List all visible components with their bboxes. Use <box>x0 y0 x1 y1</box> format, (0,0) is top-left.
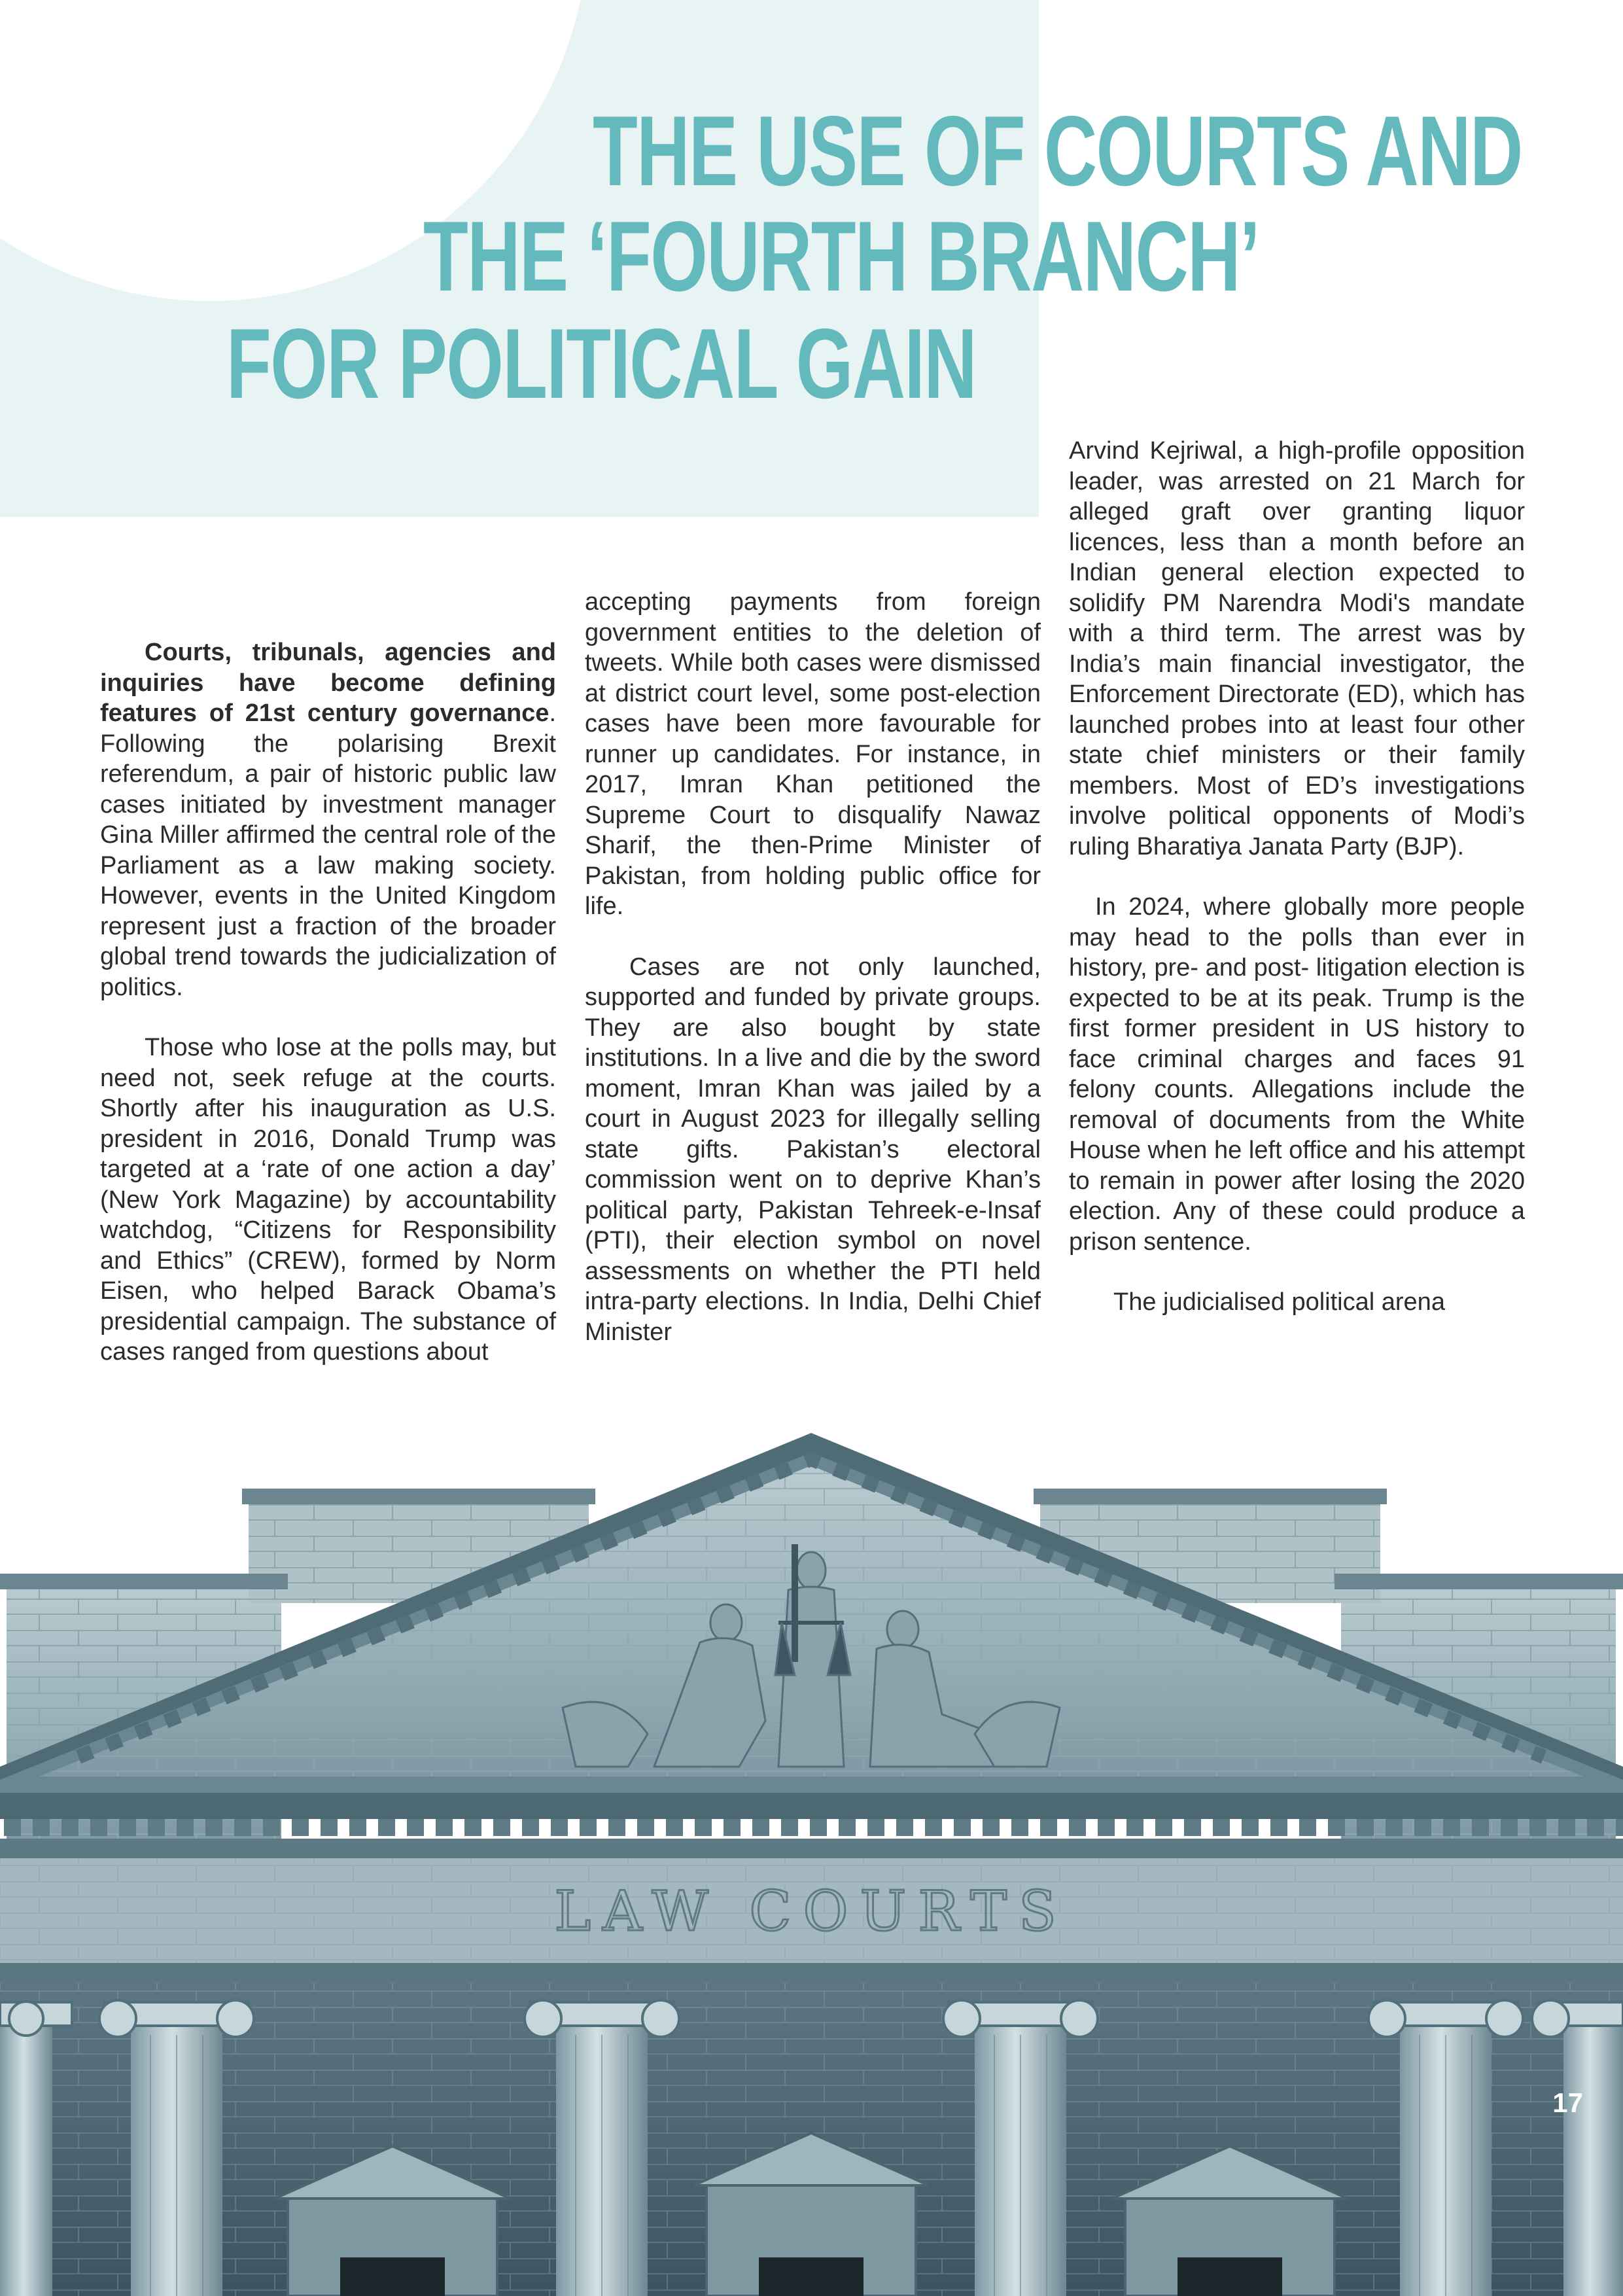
inscription-text: LAW COURTS <box>554 1879 1068 1943</box>
paragraph: Arvind Kejriwal, a high-profile opposition leader, was arrested on 21 March for alleged graft over granting liquor licences, less than a month before an Indian general election expected to solidify PM Narendra Modi's mandate with a third term. The arrest was by India’s main financial investigator, the Enforcement Directorate (ED), which has launched probes into at least four other state chief ministers or their family members. Most of ED’s investigations involve political opponents of Modi’s ruling Bharatiya Janata Party (BJP). <box>1069 437 1525 860</box>
title-line-2: THE ‘FOURTH BRANCH’ <box>423 201 1259 312</box>
paragraph: Those who lose at the polls may, but need not, seek refuge at the courts. Shortly after his inauguration as U.S. president in 2016, Donald Trump was targeted at a ‘rate of one action a day’ (New York Magazine) by accountability watchdog, “Citizens for Responsibility and Ethics” (CREW), formed by Norm Eisen, who helped Barack Obama’s presidential campaign. The substance of cases ranged from questions about <box>100 1034 556 1366</box>
page-number: 17 <box>1552 2087 1583 2118</box>
paragraph: The judicialised political arena <box>1113 1288 1445 1316</box>
paragraph: Cases are not only launched, supported and funded by private groups. They are also bought by state institutions. In a live and die by the sword moment, Imran Khan was jailed by a court in August 2023 for illegally selling state gifts. Pakistan’s electoral commission went on to deprive Khan’s political party, Pakistan Tehreek-e-Insaf (PTI), their election symbol on novel assessments on whether the PTI held intra-party elections. In India, Delhi Chief Minister <box>585 953 1041 1346</box>
article-column-3 <box>1069 436 1525 1318</box>
paragraph-text: . Following the polarising Brexit referendum, a pair of historic public law cases initiated by investment manager Gina Miller affirmed the central role of the Parliament as a law making society. However, events in the United Kingdom represent just a fraction of the broader global trend towards the judicialization of politics. <box>100 699 556 1001</box>
lead-sentence: Courts, tribunals, agencies and inquiries have become defining features of 21st century governance <box>100 639 556 727</box>
paragraph: In 2024, where globally more people may head to the polls than ever in history, pre- and post- litigation election is expected to be at its peak. Trump is the first former president in US history to face criminal charges and faces 91 felony counts. Allegations include the removal of documents from the White House when he left office and his attempt to remain in power after losing the 2020 election. Any of these could produce a prison sentence. <box>1069 893 1525 1256</box>
paragraph <box>100 637 556 1002</box>
article-column-2 <box>585 587 1041 1347</box>
title-line-1: THE USE OF COURTS AND <box>593 96 1522 207</box>
paragraph: accepting payments from foreign government entities to the deletion of tweets. While both cases were dismissed at district court level, some post-election cases have been more favourable for runner up candidates. For instance, in 2017, Imran Khan petitioned the Supreme Court to disqualify Nawaz Sharif, the then-Prime Minister of Pakistan, from holding public office for life. <box>585 588 1041 920</box>
article-column-1 <box>100 637 556 1368</box>
title-line-3: FOR POLITICAL GAIN <box>226 308 977 419</box>
law-courts-photo <box>0 1426 1623 2296</box>
article-title <box>0 0 1623 458</box>
